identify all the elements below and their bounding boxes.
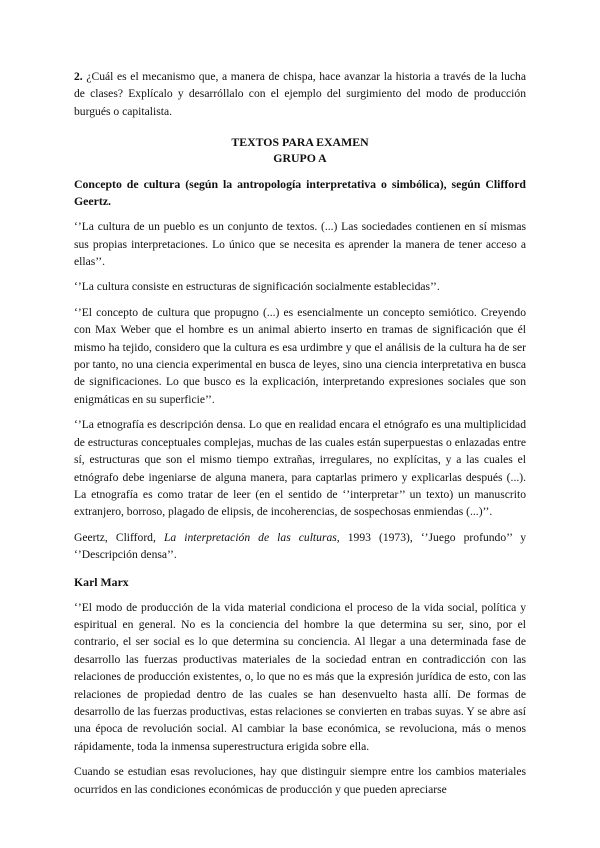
geertz-heading: Concepto de cultura (según la antropología interpretativa o simbólica), según Clifford Geertz.: [74, 177, 526, 209]
group-title: GRUPO A: [273, 151, 327, 166]
question-number: 2.: [74, 70, 83, 83]
geertz-citation: [74, 529, 526, 564]
geertz-quote-4: ‘’La etnografía es descripción densa. Lo que en realidad encara el etnógrafo es una multiplicidad de estructuras conceptuales complejas, muchas de las cuales están superpuestas o enlazadas entre sí, estructuras que son el mismo tiempo extrañas, irregulares, no explícitas, y a las cuales el etnógrafo debe ingeniarse de alguna manera, para captarlas primero y explicarlas después (...). La etnografía es como tratar de leer (en el sentido de ‘’interpretar’’ un texto) un manuscrito extranjero, borroso, plagado de elipsis, de incoherencias, de sospechosas enmiendas (...)’’.: [74, 418, 526, 519]
citation-rest: 1993 (1973), ‘’Juego profundo’’ y ‘’Descripción densa’’.: [74, 530, 526, 562]
citation-author: Geertz, Clifford,: [74, 530, 164, 544]
geertz-quote-2: ‘’La cultura consiste en estructuras de significación socialmente establecidas’’.: [74, 280, 440, 294]
geertz-quote-3: ‘’El concepto de cultura que propugno (...) es esencialmente un concepto semiótico. Creyendo con Max Weber que el hombre es un animal abierto inserto en tramas de significación que él mismo ha tejido, considero que la cultura es esa urdimbre y que el análisis de la cultura ha de ser por tanto, no una ciencia experimental en busca de leyes, sino una ciencia interpretativa en busca de significaciones. Lo que busco es la explicación, interpretando expresiones sociales que son enigmáticas en su superficie’’.: [74, 305, 526, 406]
marx-quote-2: Cuando se estudian esas revoluciones, hay que distinguir siempre entre los cambios materiales ocurridos en las condiciones económicas de producción y que pueden apreciarse: [74, 765, 526, 796]
marx-heading: Karl Marx: [74, 574, 129, 589]
question-paragraph: [74, 68, 526, 120]
marx-quote-1: ‘’El modo de producción de la vida material condiciona el proceso de la vida social, política y espiritual en general. No es la conciencia del hombre la que determina su ser, sino, por el contrario, el ser social es lo que determina su conciencia. Al llegar a una determinada fase de desarrollo las fuerzas productivas materiales de la sociedad entran en contradicción con las relaciones de producción existentes, o, lo que no es más que la expresión jurídica de esto, con las relaciones de propiedad dentro de las cuales se han desenvuelto hasta allí. De formas de desarrollo de las fuerzas productivas, estas relaciones se convierten en trabas suyas. Y se abre así una época de revolución social. Al cambiar la base económica, se revoluciona, más o menos rápidamente, toda la inmensa superestructura erigida sobre ella.: [74, 600, 526, 753]
exam-title: TEXTOS PARA EXAMEN: [231, 135, 369, 150]
question-text: ¿Cuál es el mecanismo que, a manera de chispa, hace avanzar la historia a través de la lucha de clases? Explícalo y desarróllalo con el ejemplo del surgimiento del modo de producción burgués o capitalista.: [74, 70, 526, 118]
geertz-quote-1: ‘’La cultura de un pueblo es un conjunto de textos. (...) Las sociedades contienen en sí mismas sus propias interpretaciones. Lo único que se necesita es aprender la manera de tener acceso a ellas’’.: [74, 220, 526, 269]
citation-title: La interpretación de las culturas,: [163, 530, 340, 544]
